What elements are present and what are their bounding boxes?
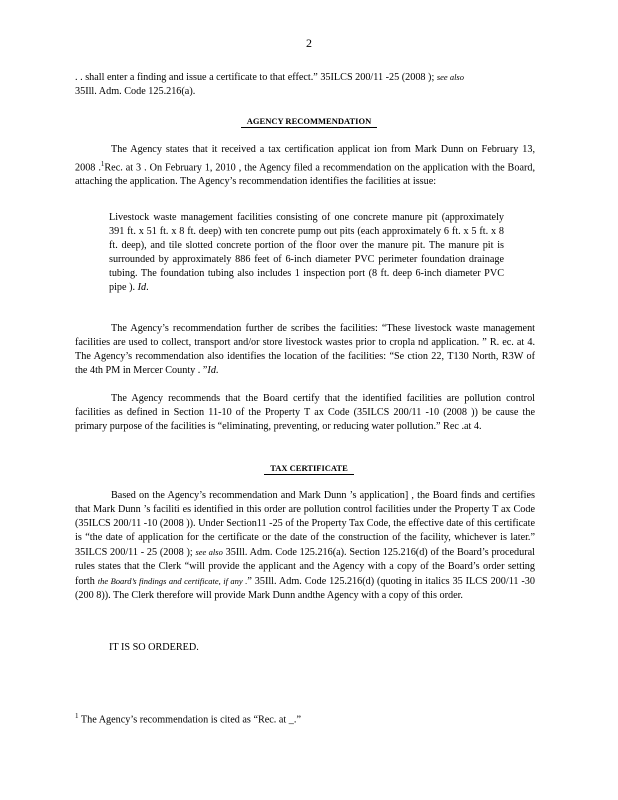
footnote-ref: 1 bbox=[100, 160, 105, 168]
id-cite: Id bbox=[207, 365, 216, 376]
paragraph-board-finds: Based on the Agency’s recommendation and Mark Dunn ’s application] , the Board finds and certifies that Mark Dunn ’s faciliti es identified in this order are pollution control facilities under the Property T ax Code (35ILCS 200/11 -10 (2008 )). Under Section11 -25 of the Property Tax Code, the effective date of this certificate is “the date of application for the certificate or the date of the construction of the facility, whichever is later.” 35ILCS 200/11 - 25 (2008 ); see also 35Ill. Adm. Code 125.216(a). Section 125.216(d) of the Board’s procedural rules states that the Clerk “will provide the applicant and the Agency with a copy of the Board’s order setting forth the Board’s findings and certificate, if any .” 35Ill. Adm. Code 125.216(d) (quoting in italics 35 ILCS 200/11 -30 (200 8)). The Clerk therefore will provide Mark Dunn andthe Agency with a copy of this order. bbox=[75, 490, 535, 601]
see-also-italic: see also bbox=[195, 547, 223, 557]
paragraph-agency-recommends: The Agency recommends that the Board certify that the identified facilities are pollution control facilities as defined in Section 11-10 of the Property T ax Code (35ILCS 200/11 -10 (2008 )) be cause the primary purpose of the facilities is “eliminating, preventing, or reducing water pollution.” Rec .at 4. bbox=[75, 393, 535, 432]
statute-cite: 35Ill. Adm. Code 125.216(a). bbox=[75, 86, 196, 97]
footnote: $^1$ The Agency’s recommendation is cited as “Rec. at _.” bbox=[75, 712, 301, 726]
heading-tax-certificate: TAX CERTIFICATE bbox=[0, 463, 618, 473]
quoted-italics: the Board’s findings and certificate, if any . bbox=[97, 576, 248, 586]
so-ordered: IT IS SO ORDERED. bbox=[109, 642, 199, 653]
paragraph-agency-describes: The Agency’s recommendation further de scribes the facilities: “These livestock waste management facilities are used to collect, transport and/or store livestock wastes prior to cropla nd application. ” R. ec. at 4. The Agency’s recommendation also identifies the location of the facilities: “Se ction 22, T130 North, R3W of the 4th PM in Mercer County . ”Id. bbox=[75, 323, 535, 376]
id-cite: Id bbox=[137, 282, 147, 293]
paragraph-statute-quote bbox=[75, 70, 535, 99]
heading-agency-recommendation: AGENCY RECOMMENDATION bbox=[0, 116, 618, 126]
see-also-italic: see also bbox=[436, 72, 464, 82]
paragraph-agency-states: The Agency states that it received a tax certification applicat ion from Mark Dunn on February 13, 2008 .$^1$Rec. at 3 . On February 1, 2010 , the Agency filed a recommendation on the application with the Board, attaching the application. The Agency’s recommendation identifies the facilities at issue: bbox=[75, 144, 535, 188]
page-number: 2 bbox=[306, 36, 312, 50]
block-quote-facilities: Livestock waste management facilities consisting of one concrete manure pit (approximately 391 ft. x 51 ft. x 8 ft. deep) with ten concrete pump out pits (each approximately 6 ft. x 5 ft. x 8 ft. deep), and tile slotted concrete portion of the floor over the manure pit. The manure pit is surrounded by approximately 886 feet of 6-inch diameter PVC perimeter foundation drainage tubing. The foundation tubing also includes 1 inspection port (8 ft. deep 6-inch diameter PVC pipe ). Id. bbox=[109, 212, 504, 293]
statute-text: . . shall enter a finding and issue a certificate to that effect.” 35ILCS 200/11 -25 (2008 ); bbox=[75, 72, 435, 83]
